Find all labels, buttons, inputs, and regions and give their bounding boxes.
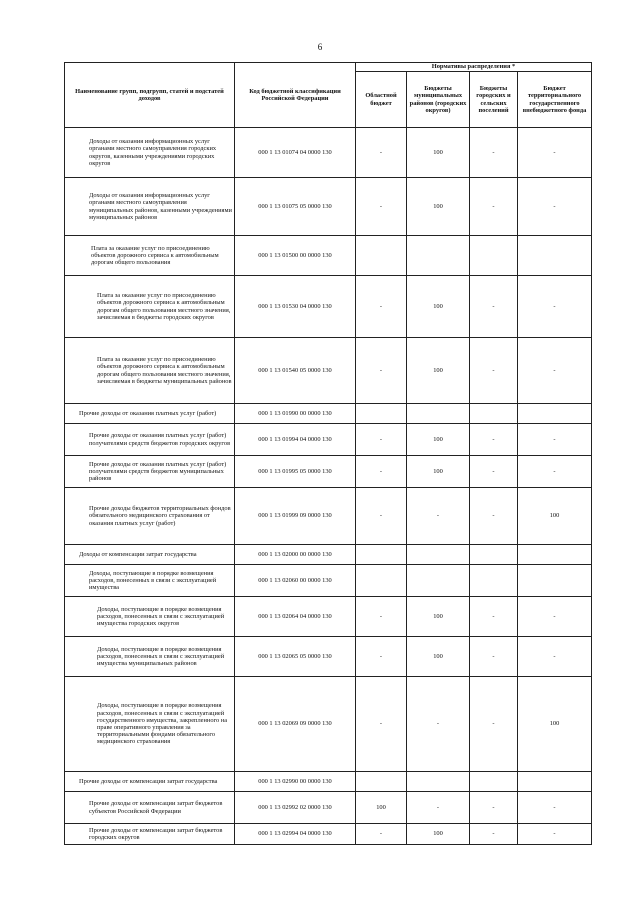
row-code: 000 1 13 01995 05 0000 130 — [235, 456, 356, 488]
row-regional-value: - — [356, 424, 407, 456]
row-fund-value — [518, 236, 592, 276]
row-settlement-value: - — [470, 128, 518, 178]
row-code: 000 1 13 02069 09 0000 130 — [235, 677, 356, 772]
row-regional-value: - — [356, 128, 407, 178]
table-row — [65, 424, 592, 456]
row-code: 000 1 13 01540 05 0000 130 — [235, 338, 356, 404]
row-regional-value: - — [356, 178, 407, 236]
row-regional-value — [356, 236, 407, 276]
header-name: Наименование групп, подгрупп, статей и подстатей доходов — [65, 63, 235, 128]
table-row — [65, 772, 592, 792]
row-settlement-value: - — [470, 677, 518, 772]
row-code: 000 1 13 02994 04 0000 130 — [235, 824, 356, 845]
row-settlement-value: - — [470, 824, 518, 845]
table-row — [65, 178, 592, 236]
row-regional-value — [356, 404, 407, 424]
row-code: 000 1 13 02060 00 0000 130 — [235, 565, 356, 597]
row-name: Прочие доходы от компенсации затрат бюджетов субъектов Российской Федерации — [65, 792, 235, 824]
row-code: 000 1 13 01990 00 0000 130 — [235, 404, 356, 424]
row-regional-value: - — [356, 456, 407, 488]
table-row — [65, 488, 592, 545]
row-regional-value — [356, 772, 407, 792]
row-name: Прочие доходы от компенсации затрат бюджетов городских округов — [65, 824, 235, 845]
row-fund-value: - — [518, 276, 592, 338]
row-settlement-value — [470, 565, 518, 597]
header-settlement-budgets: Бюджеты городских и сельских поселений — [470, 72, 518, 128]
row-name: Плата за оказание услуг по присоединению объектов дорожного сервиса к автомобильным дорогам общего пользования местного значения, зачисляемая в бюджеты городских округов — [65, 276, 235, 338]
table-row — [65, 338, 592, 404]
row-name: Прочие доходы от оказания платных услуг (работ) получателями средств бюджетов городских округов — [65, 424, 235, 456]
header-norms-group: Нормативы распределения * — [356, 63, 592, 72]
revenue-distribution-table — [64, 62, 592, 845]
row-municipal-value — [407, 772, 470, 792]
row-regional-value: 100 — [356, 792, 407, 824]
row-code: 000 1 13 01994 04 0000 130 — [235, 424, 356, 456]
table-row — [65, 545, 592, 565]
row-code: 000 1 13 01074 04 0000 130 — [235, 128, 356, 178]
table-body — [65, 128, 592, 845]
header-code: Код бюджетной классификации Российской Федерации — [235, 63, 356, 128]
row-code: 000 1 13 01075 05 0000 130 — [235, 178, 356, 236]
row-regional-value: - — [356, 677, 407, 772]
row-municipal-value — [407, 545, 470, 565]
row-municipal-value: 100 — [407, 456, 470, 488]
row-regional-value — [356, 565, 407, 597]
row-regional-value: - — [356, 276, 407, 338]
table-row — [65, 404, 592, 424]
row-name: Доходы, поступающие в порядке возмещения расходов, понесенных в связи с эксплуатацией имущества муниципальных районов — [65, 637, 235, 677]
row-code: 000 1 13 02990 00 0000 130 — [235, 772, 356, 792]
row-name: Доходы, поступающие в порядке возмещения расходов, понесенных в связи с эксплуатацией государственного имущества, закрепленного на праве оперативного управления за территориальными фондами обязательного медицинского страхования — [65, 677, 235, 772]
row-fund-value: - — [518, 338, 592, 404]
row-municipal-value — [407, 236, 470, 276]
page-number: 6 — [317, 42, 323, 52]
row-fund-value — [518, 545, 592, 565]
row-fund-value: - — [518, 456, 592, 488]
row-regional-value: - — [356, 338, 407, 404]
row-name: Доходы, поступающие в порядке возмещения расходов, понесенных в связи с эксплуатацией имущества — [65, 565, 235, 597]
row-name: Прочие доходы от компенсации затрат государства — [65, 772, 235, 792]
row-name: Прочие доходы бюджетов территориальных фондов обязательного медицинского страхования от оказания платных услуг (работ) — [65, 488, 235, 545]
row-code: 000 1 13 01530 04 0000 130 — [235, 276, 356, 338]
row-fund-value: - — [518, 597, 592, 637]
row-name: Прочие доходы от оказания платных услуг (работ) — [65, 404, 235, 424]
table-row — [65, 637, 592, 677]
row-code: 000 1 13 01999 09 0000 130 — [235, 488, 356, 545]
table-row — [65, 236, 592, 276]
row-name: Плата за оказание услуг по присоединению объектов дорожного сервиса к автомобильным дорогам общего пользования — [65, 236, 235, 276]
row-fund-value: - — [518, 128, 592, 178]
table-row — [65, 597, 592, 637]
row-fund-value — [518, 565, 592, 597]
row-fund-value: - — [518, 637, 592, 677]
row-fund-value: - — [518, 178, 592, 236]
row-settlement-value — [470, 545, 518, 565]
row-settlement-value: - — [470, 792, 518, 824]
header-fund-budget: Бюджет территориального государственного внебюджетного фонда — [518, 72, 592, 128]
row-fund-value: - — [518, 792, 592, 824]
header-regional-budget: Областной бюджет — [356, 72, 407, 128]
row-settlement-value — [470, 404, 518, 424]
row-regional-value: - — [356, 597, 407, 637]
row-fund-value: - — [518, 824, 592, 845]
row-municipal-value: 100 — [407, 178, 470, 236]
row-fund-value: - — [518, 424, 592, 456]
row-municipal-value: 100 — [407, 637, 470, 677]
table-row — [65, 824, 592, 845]
row-municipal-value — [407, 565, 470, 597]
row-municipal-value: 100 — [407, 276, 470, 338]
row-settlement-value: - — [470, 456, 518, 488]
row-settlement-value: - — [470, 488, 518, 545]
row-municipal-value: - — [407, 677, 470, 772]
table-row — [65, 456, 592, 488]
table-row — [65, 792, 592, 824]
row-settlement-value: - — [470, 338, 518, 404]
row-municipal-value: 100 — [407, 128, 470, 178]
row-name: Прочие доходы от оказания платных услуг (работ) получателями средств бюджетов муниципальных районов — [65, 456, 235, 488]
row-code: 000 1 13 02000 00 0000 130 — [235, 545, 356, 565]
row-name: Доходы, поступающие в порядке возмещения расходов, понесенных в связи с эксплуатацией имущества городских округов — [65, 597, 235, 637]
row-settlement-value — [470, 772, 518, 792]
row-municipal-value: 100 — [407, 597, 470, 637]
table-row — [65, 276, 592, 338]
row-name: Доходы от оказания информационных услуг органами местного самоуправления городских округов, казенными учреждениями городских округов — [65, 128, 235, 178]
row-municipal-value: - — [407, 488, 470, 545]
row-code: 000 1 13 02065 05 0000 130 — [235, 637, 356, 677]
row-name: Доходы от компенсации затрат государства — [65, 545, 235, 565]
table-row — [65, 565, 592, 597]
row-code: 000 1 13 02992 02 0000 130 — [235, 792, 356, 824]
row-settlement-value: - — [470, 597, 518, 637]
row-fund-value — [518, 772, 592, 792]
row-code: 000 1 13 01500 00 0000 130 — [235, 236, 356, 276]
row-municipal-value: 100 — [407, 338, 470, 404]
table-row — [65, 677, 592, 772]
row-name: Доходы от оказания информационных услуг органами местного самоуправления муниципальных районов, казенными учреждениями муниципальных районов — [65, 178, 235, 236]
row-settlement-value: - — [470, 276, 518, 338]
row-settlement-value — [470, 236, 518, 276]
row-municipal-value: 100 — [407, 824, 470, 845]
row-settlement-value: - — [470, 637, 518, 677]
row-municipal-value — [407, 404, 470, 424]
row-regional-value — [356, 545, 407, 565]
row-municipal-value: - — [407, 792, 470, 824]
row-regional-value: - — [356, 488, 407, 545]
table-row — [65, 128, 592, 178]
row-fund-value: 100 — [518, 677, 592, 772]
row-municipal-value: 100 — [407, 424, 470, 456]
row-regional-value: - — [356, 637, 407, 677]
row-settlement-value: - — [470, 424, 518, 456]
row-fund-value — [518, 404, 592, 424]
row-fund-value: 100 — [518, 488, 592, 545]
row-settlement-value: - — [470, 178, 518, 236]
row-regional-value: - — [356, 824, 407, 845]
row-code: 000 1 13 02064 04 0000 130 — [235, 597, 356, 637]
header-municipal-budgets: Бюджеты муниципальных районов (городских округов) — [407, 72, 470, 128]
row-name: Плата за оказание услуг по присоединению объектов дорожного сервиса к автомобильным дорогам общего пользования местного значения, зачисляемая в бюджеты муниципальных районов — [65, 338, 235, 404]
